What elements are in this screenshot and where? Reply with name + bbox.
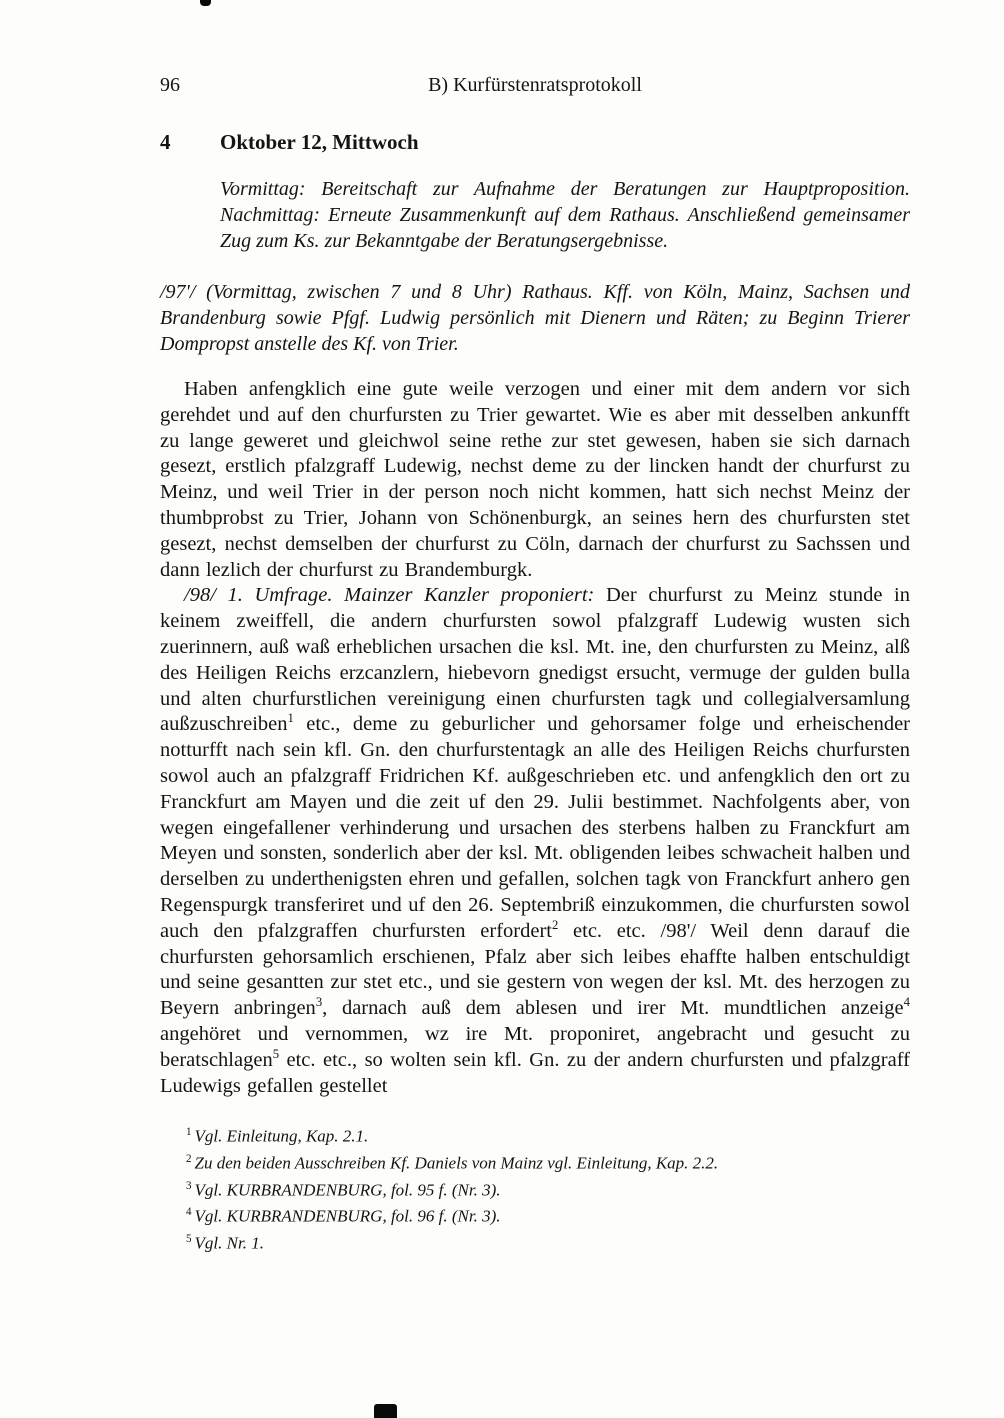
footnotes-section	[160, 1121, 910, 1254]
body-paragraph-2	[160, 583, 910, 1099]
footnote	[160, 1175, 910, 1202]
paragraph-segment: Der churfurst zu Meinz stunde in keinem zweiffell, die andern churfursten sowol pfalzgraff Ludewig wusten sich zuerinnern, auß waß erheblichen ursachen die ksl. Mt. ine, den churfursten zu Meinz, alß des Heiligen Reichs erzcanzlern, hiebevorn gnedigst ersucht, vermuge der gulden bulla und alten churfurstlichen vereinigung einen churfursten tagk und collegialversamlung außzuschreiben	[160, 584, 910, 736]
scan-artifact-bottom	[374, 1404, 397, 1418]
paragraph-segment: angehöret und vernommen, wz ire Mt. proponiret, angebracht und gesucht zu beratschlagen	[160, 1022, 910, 1071]
footnote	[160, 1201, 910, 1228]
section-number: 4	[160, 130, 171, 154]
page-number: 96	[160, 74, 180, 96]
footnote-marker: 2	[186, 1152, 192, 1165]
body-paragraph-1: Haben anfengklich eine gute weile verzogen und einer mit dem andern vor sich gerehdet und auf den churfursten zu Trier gewartet. Wie es aber mit desselben ankunfft zu lange geweret und gleichwol seine rethe zur stet gewesen, haben sie sich darnach gesezt, erstlich pfalzgraff Ludewig, nechst deme zu der lincken handt der churfurst zu Meinz, und weil Trier in der person noch nicht kommen, hatt sich nechst Meinz der thumbprobst zu Trier, Johann von Schönenburgk, an seines hern des churfursten stet gesezt, nechst demselben der churfurst zu Cöln, darnach der churfurst zu Sachssen und dann lezlich der churfurst zu Brandemburgk.	[160, 378, 910, 581]
footnote	[160, 1148, 910, 1175]
section-heading	[160, 130, 910, 155]
paragraph-lead-italic: /98/ 1. Umfrage. Mainzer Kanzler proponiert:	[184, 584, 595, 607]
footnote	[160, 1121, 910, 1148]
footnote-marker: 4	[186, 1206, 192, 1219]
section-title: Oktober 12, Mittwoch	[220, 130, 419, 154]
footnote-text: Zu den beiden Ausschreiben Kf. Daniels von Mainz vgl. Einleitung, Kap. 2.2.	[194, 1153, 719, 1173]
running-head-title: B) Kurfürstenratsprotokoll	[428, 74, 642, 96]
footnote-ref-1: 1	[287, 711, 294, 726]
footnote-marker: 3	[186, 1179, 192, 1192]
footnote-ref-4: 4	[903, 995, 910, 1010]
footnote	[160, 1228, 910, 1255]
paragraph-segment: etc., deme zu geburlicher und gehorsamer folge und erheischender notturfft nach sein kfl. Gn. den churfurstentagk an alle des Heiligen Reichs churfursten sowol auch an pfalzgraff Fridrichen Kf. außgeschrieben etc. und anfengklich den ort zu Franckfurt am Mayen und die zeit uf den 29. Julii bestimmet. Nachfolgents aber, von wegen eingefallener verhinderung und ursachen des sterbens halben zu Franckfurt am Meyen und sonsten, sonderlich aber der ksl. Mt. obligenden leibes schwacheit halben und derselben zu underthenigsten ehren und gefallen, solchen tagk von Franckfurt anhero gen Regenspurgk transferiret und uf den 26. Septembriß einzukommen, die churfursten sowol auch den pfalzgraffen churfursten erfordert	[160, 713, 910, 942]
footnote-marker: 1	[186, 1126, 192, 1139]
scene-paragraph: /97'/ (Vormittag, zwischen 7 und 8 Uhr) Rathaus. Kff. von Köln, Mainz, Sachsen und Brandenburg sowie Pfgf. Ludwig persönlich mit Dienern und Räten; zu Beginn Trierer Dompropst anstelle des Kf. von Trier.	[160, 281, 910, 355]
scan-artifact-top	[200, 0, 211, 6]
paragraph-segment: etc. etc. /98'/ Weil denn darauf die churfursten gehorsamlich erschienen, Pfalz aber sich leibes ehaffte halben entschuldigt und seine gesantten zur stet etc., und sie gestern von wegen der ksl. Mt. des herzogen zu Beyern anbringen	[160, 919, 910, 1020]
text-block	[160, 74, 910, 1255]
footnote-text: Vgl. KURBRANDENBURG, fol. 95 f. (Nr. 3).	[194, 1180, 501, 1200]
footnote-text: Vgl. Einleitung, Kap. 2.1.	[194, 1126, 369, 1146]
footnote-ref-2: 2	[551, 917, 559, 932]
paragraph-segment: , darnach auß dem ablesen und irer Mt. mundtlichen anzeige	[322, 997, 904, 1020]
footnote-marker: 5	[186, 1232, 192, 1245]
summary-paragraph: Vormittag: Bereitschaft zur Aufnahme der Beratungen zur Hauptproposition. Nachmittag: Erneute Zusammenkunft auf dem Rathaus. Anschließend gemeinsamer Zug zum Ks. zur Bekanntgabe der Beratungsergebnisse.	[220, 178, 910, 252]
footnote-ref-5: 5	[272, 1046, 280, 1061]
footnote-text: Vgl. Nr. 1.	[194, 1233, 264, 1253]
paragraph-segment: etc. etc., so wolten sein kfl. Gn. zu der andern churfursten und pfalzgraff Ludewigs gefallen gestellet	[160, 1048, 910, 1097]
footnote-text: Vgl. KURBRANDENBURG, fol. 96 f. (Nr. 3).	[194, 1206, 501, 1226]
footnote-ref-3: 3	[315, 995, 323, 1010]
running-header	[160, 74, 910, 100]
